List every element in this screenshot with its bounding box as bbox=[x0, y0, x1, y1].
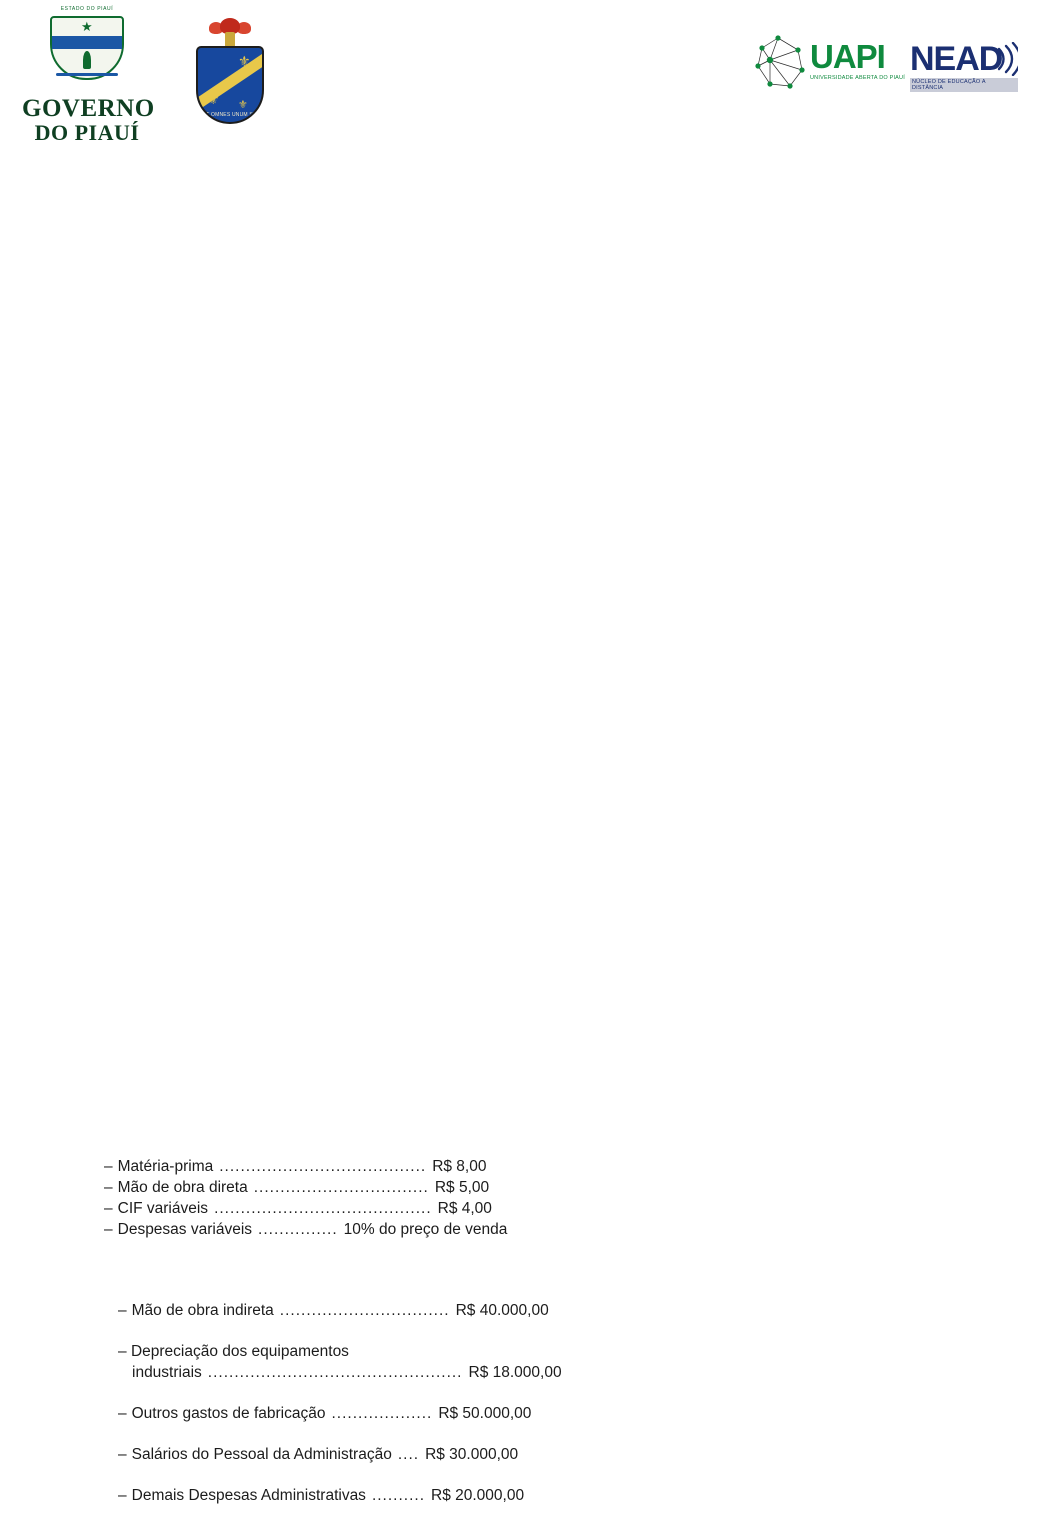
list-item-dash: – bbox=[104, 1221, 113, 1238]
leader-dots: ................................................ bbox=[207, 1364, 463, 1381]
gov-wordmark-line1: GOVERNO bbox=[22, 95, 155, 122]
leader-dots: ................................ bbox=[279, 1302, 450, 1319]
piaui-state-coat-of-arms-icon bbox=[50, 6, 124, 92]
list-item-label-line1 bbox=[118, 1341, 562, 1362]
gov-wave-line bbox=[56, 73, 118, 76]
gov-wordmark bbox=[22, 95, 155, 145]
list-item-dash: – bbox=[118, 1343, 127, 1360]
list-item-value: R$ 5,00 bbox=[434, 1179, 490, 1196]
gov-blue-band bbox=[52, 36, 122, 49]
list-item-value: R$ 4,00 bbox=[437, 1200, 492, 1217]
list-item bbox=[104, 1198, 724, 1219]
list-item-value: R$ 20.000,00 bbox=[431, 1487, 525, 1504]
list-item bbox=[104, 1219, 724, 1240]
ufpi-torch-icon bbox=[207, 18, 253, 48]
list-item bbox=[118, 1444, 738, 1465]
list-item bbox=[104, 1156, 724, 1177]
list-item-value: R$ 8,00 bbox=[432, 1158, 487, 1175]
leader-dots: ................................. bbox=[253, 1179, 429, 1196]
list-item bbox=[118, 1300, 738, 1321]
list-item-label: CIF variáveis bbox=[117, 1200, 209, 1217]
list-item-dash: – bbox=[104, 1158, 113, 1175]
list-item bbox=[118, 1485, 738, 1506]
list-item-dash: – bbox=[118, 1405, 127, 1422]
list-item-label: Mão de obra direta bbox=[117, 1179, 248, 1196]
list-item-label-continuation: industriais bbox=[132, 1364, 202, 1381]
ufpi-motto-text: UT OMNES UNUM SINT bbox=[202, 112, 262, 118]
list-item-label: Despesas variáveis bbox=[117, 1221, 253, 1238]
list-item-dash: – bbox=[118, 1302, 127, 1319]
leader-dots: ....................................... bbox=[219, 1158, 427, 1175]
list-item-label: Depreciação dos equipamentos bbox=[130, 1343, 349, 1360]
gov-tree-icon bbox=[83, 51, 91, 69]
list-item-label-line2 bbox=[132, 1362, 562, 1383]
governo-do-piaui-logo bbox=[22, 6, 155, 146]
ufpi-logo bbox=[182, 18, 278, 138]
list-item-label: Outros gastos de fabricação bbox=[131, 1405, 326, 1422]
leader-dots: ............... bbox=[258, 1221, 338, 1238]
list-item-value: 10% do preço de venda bbox=[343, 1221, 508, 1238]
list-item-label: Mão de obra indireta bbox=[131, 1302, 274, 1319]
list-item-dash: – bbox=[104, 1200, 113, 1217]
list-item-value: R$ 40.000,00 bbox=[455, 1302, 549, 1319]
leader-dots: .......... bbox=[371, 1487, 426, 1504]
gov-star-icon: ★ bbox=[81, 19, 93, 34]
nead-wordmark bbox=[910, 34, 1018, 94]
list-item-dash: – bbox=[104, 1179, 113, 1196]
gov-crest-arc-text: ESTADO DO PIAUÍ bbox=[60, 6, 114, 12]
nead-signal-waves-icon bbox=[996, 42, 1018, 76]
uapi-network-icon bbox=[748, 34, 810, 96]
list-item-label: Salários do Pessoal da Administração bbox=[131, 1446, 392, 1463]
ufpi-shield-icon: ⚜ ⚜ ⚜ UT OMNES UNUM SINT bbox=[196, 46, 264, 124]
uapi-nead-logo-group bbox=[748, 30, 1018, 106]
list-item-label: Demais Despesas Administrativas bbox=[131, 1487, 366, 1504]
variable-costs-list bbox=[104, 1156, 724, 1240]
gov-wordmark-line2: DO PIAUÍ bbox=[34, 119, 140, 145]
list-item bbox=[104, 1177, 724, 1198]
list-item-value: R$ 18.000,00 bbox=[468, 1364, 562, 1381]
list-item-dash: – bbox=[118, 1446, 127, 1463]
leader-dots: .... bbox=[397, 1446, 420, 1463]
list-item-value: R$ 50.000,00 bbox=[438, 1405, 532, 1422]
leader-dots: ......................................... bbox=[214, 1200, 432, 1217]
leader-dots: ................... bbox=[331, 1405, 433, 1422]
list-item-dash: – bbox=[118, 1487, 127, 1504]
nead-subtitle-text: NÚCLEO DE EDUCAÇÃO A DISTÂNCIA bbox=[910, 78, 1018, 92]
list-item bbox=[118, 1341, 738, 1383]
uapi-brand-text: UAPI bbox=[810, 38, 885, 75]
list-item-value: R$ 30.000,00 bbox=[425, 1446, 519, 1463]
list-item-label: Matéria-prima bbox=[117, 1158, 214, 1175]
nead-brand-text: NEAD bbox=[910, 40, 1003, 78]
uapi-subtitle-text: UNIVERSIDADE ABERTA DO PIAUÍ bbox=[810, 75, 905, 81]
uapi-wordmark bbox=[810, 40, 908, 81]
fixed-costs-list bbox=[118, 1300, 738, 1506]
document-header bbox=[0, 0, 1042, 160]
list-item bbox=[118, 1403, 738, 1424]
